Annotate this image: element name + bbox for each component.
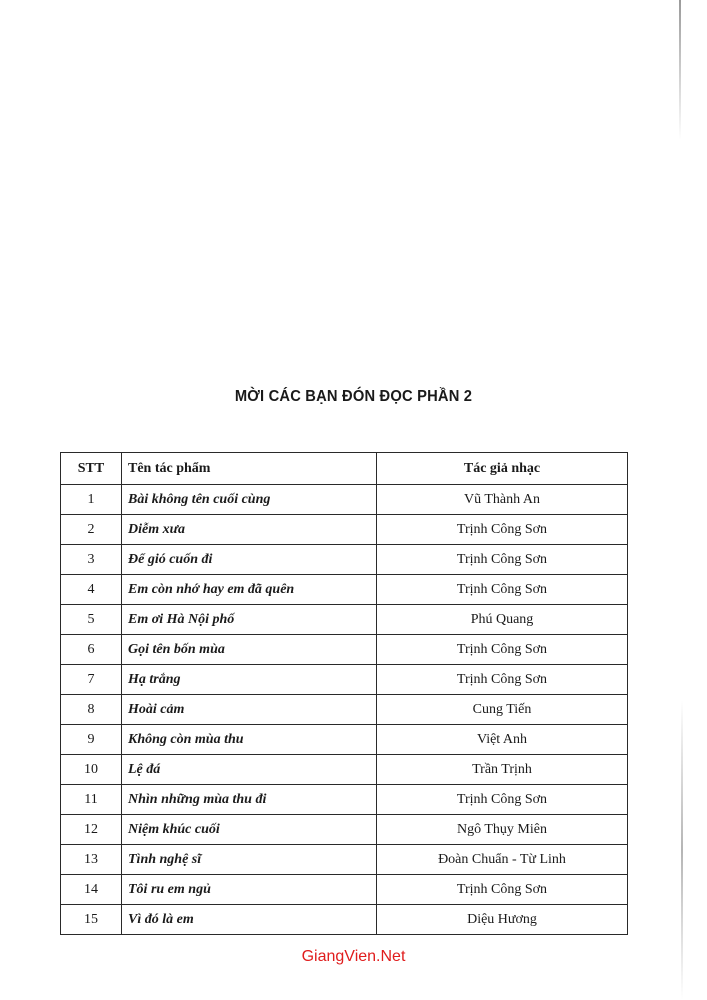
- composer-name: Ngô Thụy Miên: [377, 815, 628, 845]
- song-title: Bài không tên cuối cùng: [122, 485, 377, 515]
- composer-name: Trịnh Công Sơn: [377, 635, 628, 665]
- composer-name: Cung Tiến: [377, 695, 628, 725]
- column-header-stt: STT: [61, 453, 122, 485]
- row-number: 5: [61, 605, 122, 635]
- table-row: [61, 815, 628, 845]
- column-header-title: Tên tác phẩm: [122, 453, 377, 485]
- row-number: 9: [61, 725, 122, 755]
- song-title: Diễm xưa: [122, 515, 377, 545]
- row-number: 3: [61, 545, 122, 575]
- composer-name: Đoàn Chuẩn - Từ Linh: [377, 845, 628, 875]
- table-row: [61, 695, 628, 725]
- composer-name: Trịnh Công Sơn: [377, 515, 628, 545]
- table-row: [61, 635, 628, 665]
- column-header-author: Tác giả nhạc: [377, 453, 628, 485]
- song-title: Không còn mùa thu: [122, 725, 377, 755]
- table-row: [61, 905, 628, 935]
- composer-name: Trịnh Công Sơn: [377, 545, 628, 575]
- table-row: [61, 605, 628, 635]
- composer-name: Phú Quang: [377, 605, 628, 635]
- table-row: [61, 845, 628, 875]
- song-title: Lệ đá: [122, 755, 377, 785]
- page-heading: MỜI CÁC BẠN ĐÓN ĐỌC PHẦN 2: [234, 388, 473, 405]
- composer-name: Vũ Thành An: [377, 485, 628, 515]
- song-title: Gọi tên bốn mùa: [122, 635, 377, 665]
- composer-name: Trịnh Công Sơn: [377, 785, 628, 815]
- song-title: Nhìn những mùa thu đi: [122, 785, 377, 815]
- footer-watermark: GiangVien.Net: [301, 948, 406, 965]
- row-number: 10: [61, 755, 122, 785]
- song-title: Tôi ru em ngủ: [122, 875, 377, 905]
- song-title: Hoài cảm: [122, 695, 377, 725]
- song-title: Để gió cuốn đi: [122, 545, 377, 575]
- song-title: Hạ trắng: [122, 665, 377, 695]
- table-row: [61, 725, 628, 755]
- scan-edge-shadow: [679, 0, 681, 140]
- table-row: [61, 545, 628, 575]
- table-row: [61, 755, 628, 785]
- composer-name: Trịnh Công Sơn: [377, 875, 628, 905]
- table-row: [61, 785, 628, 815]
- table-row: [61, 665, 628, 695]
- row-number: 8: [61, 695, 122, 725]
- table-row: [61, 875, 628, 905]
- row-number: 4: [61, 575, 122, 605]
- row-number: 15: [61, 905, 122, 935]
- row-number: 12: [61, 815, 122, 845]
- song-title: Niệm khúc cuối: [122, 815, 377, 845]
- table-row: [61, 485, 628, 515]
- row-number: 13: [61, 845, 122, 875]
- row-number: 14: [61, 875, 122, 905]
- composer-name: Việt Anh: [377, 725, 628, 755]
- song-title: Em còn nhớ hay em đã quên: [122, 575, 377, 605]
- row-number: 7: [61, 665, 122, 695]
- table-row: [61, 515, 628, 545]
- row-number: 11: [61, 785, 122, 815]
- table-header-row: [61, 453, 628, 485]
- row-number: 6: [61, 635, 122, 665]
- song-title: Vì đó là em: [122, 905, 377, 935]
- table-row: [61, 575, 628, 605]
- song-title: Tình nghệ sĩ: [122, 845, 377, 875]
- song-title: Em ơi Hà Nội phố: [122, 605, 377, 635]
- composer-name: Trịnh Công Sơn: [377, 665, 628, 695]
- row-number: 1: [61, 485, 122, 515]
- song-table: [60, 452, 628, 935]
- composer-name: Diệu Hương: [377, 905, 628, 935]
- composer-name: Trịnh Công Sơn: [377, 575, 628, 605]
- row-number: 2: [61, 515, 122, 545]
- composer-name: Trần Trịnh: [377, 755, 628, 785]
